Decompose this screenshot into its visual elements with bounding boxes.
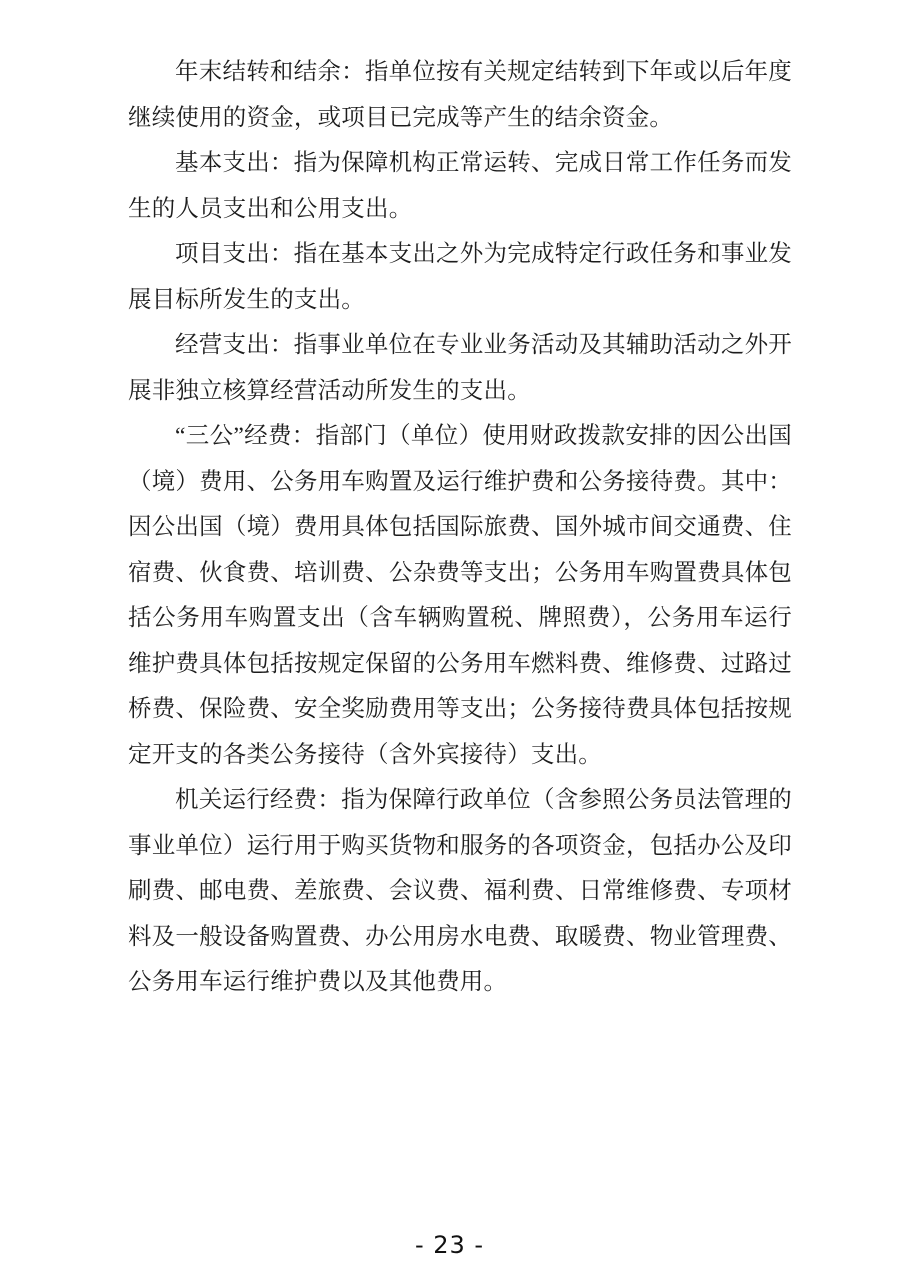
paragraph-yearend-carryover-definition: 年末结转和结余：指单位按有关规定结转到下年或以后年度继续使用的资金，或项目已完成等产生的结余资金。	[128, 59, 792, 131]
document-body	[128, 50, 792, 1006]
paragraph-agency-operating-funds-definition: 机关运行经费：指为保障行政单位（含参照公务员法管理的事业单位）运行用于购买货物和服务的各项资金，包括办公及印刷费、邮电费、差旅费、会议费、福利费、日常维修费、专项材料及一般设备购置费、办公用房水电费、取暖费、物业管理费、公务用车运行维护费以及其他费用。	[128, 787, 792, 995]
paragraph-three-public-funds-definition: “三公”经费：指部门（单位）使用财政拨款安排的因公出国（境）费用、公务用车购置及运行维护费和公务接待费。其中：因公出国（境）费用具体包括国际旅费、国外城市间交通费、住宿费、伙食费、培训费、公杂费等支出；公务用车购置费具体包括公务用车购置支出（含车辆购置税、牌照费），公务用车运行维护费具体包括按规定保留的公务用车燃料费、维修费、过路过桥费、保险费、安全奖励费用等支出；公务接待费具体包括按规定开支的各类公务接待（含外宾接待）支出。	[128, 423, 792, 768]
paragraph-basic-expenditure-definition: 基本支出：指为保障机构正常运转、完成日常工作任务而发生的人员支出和公用支出。	[128, 150, 792, 222]
page-number: - 23 -	[414, 1231, 485, 1259]
paragraph-project-expenditure-definition: 项目支出：指在基本支出之外为完成特定行政任务和事业发展目标所发生的支出。	[128, 241, 792, 313]
page-footer	[0, 1231, 899, 1259]
paragraph-operating-expenditure-definition: 经营支出：指事业单位在专业业务活动及其辅助活动之外开展非独立核算经营活动所发生的支出。	[128, 332, 792, 404]
